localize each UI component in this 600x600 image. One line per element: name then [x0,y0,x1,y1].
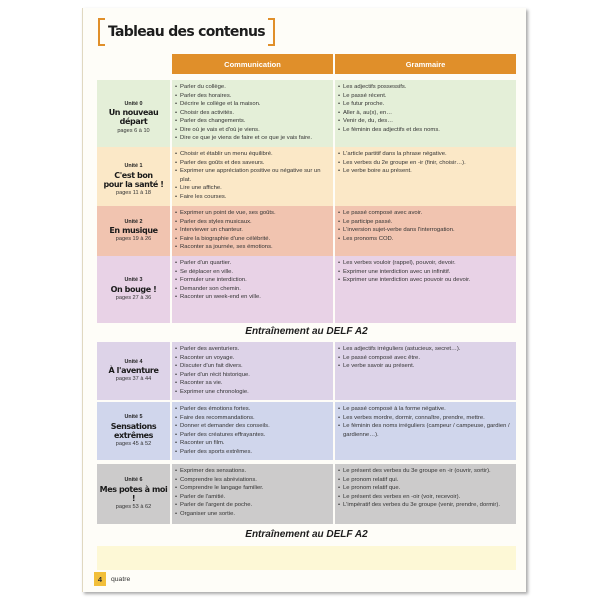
unit-cell [97,402,170,460]
grammaire-cell [335,464,516,524]
unit-pages: pages 6 à 10 [117,127,150,134]
unit-row-1 [97,147,516,213]
grammaire-cell [335,342,516,400]
list-item: • Parler des horaires. [175,92,331,101]
list-item: • Le verbe savoir au présent. [338,362,514,371]
list-item: • Demander son chemin. [175,285,331,294]
list-item: • Se déplacer en ville. [175,268,331,277]
list-item: • Parler d'un récit historique. [175,371,331,380]
list-item: • Lire une affiche. [175,184,331,193]
unit-cell [97,80,170,155]
communication-cell [172,256,333,323]
unit-title: À l'aventure [108,366,159,376]
right-bracket-icon [268,18,275,46]
list-item: • Parler du collège. [175,83,331,92]
list-item: • Le passé composé avec être. [338,354,514,363]
unit-title: En musique [109,226,158,236]
list-item: • Parler de l'argent de poche. [175,501,331,510]
footer-band [97,546,516,570]
list-item: • Parler de l'amitié. [175,493,331,502]
page-number-word: quatre [111,575,131,583]
communication-cell [172,342,333,400]
grammaire-cell [335,147,516,213]
unit-label: Unité 0 [124,100,143,107]
unit-cell [97,206,170,256]
list-item: • Choisir des activités. [175,109,331,118]
list-item: • Parler d'un quartier. [175,259,331,268]
list-item: • Comprendre les abréviations. [175,476,331,485]
unit-label: Unité 2 [124,218,143,225]
communication-cell [172,80,333,155]
page-footer [94,572,130,586]
list-item: • Le verbe boire au présent. [338,167,514,176]
list-item: • Exprimer une interdiction avec pouvoir ou devoir. [338,276,514,285]
header-grammaire: Grammaire [335,54,516,74]
list-item: • Exprimer une appréciation positive ou négative sur un plat. [175,167,331,184]
list-item: • Les verbes du 2e groupe en -ir (finir, choisir…). [338,159,514,168]
list-item: • Raconter un week-end en ville. [175,293,331,302]
list-item: • L'inversion sujet-verbe dans l'interrogation. [338,226,514,235]
header-communication: Communication [172,54,333,74]
unit-row-0 [97,80,516,155]
grammaire-cell [335,80,516,155]
unit-title: Sensations extrêmes [110,421,157,440]
unit-pages: pages 27 à 36 [115,294,152,301]
unit-row-5 [97,402,516,460]
list-item: • Le féminin des noms irréguliers (campeur / campeuse, gardien / gardienne…). [338,422,514,439]
delf-heading: Entraînement au DELF A2 [245,529,368,540]
list-item: • Parler des goûts et des saveurs. [175,159,331,168]
list-item: • Parler des émotions fortes. [175,405,331,414]
unit-cell [97,464,170,524]
list-item: • Exprimer une chronologie. [175,388,331,397]
list-item: • Discuter d'un fait divers. [175,362,331,371]
list-item: • Raconter un film. [175,439,331,448]
list-item: • Parler des sports extrêmes. [175,448,331,457]
list-item: • Organiser une sortie. [175,510,331,519]
unit-title: C'est bon pour la santé ! [103,170,164,189]
list-item: • Choisir et établir un menu équilibré. [175,150,331,159]
unit-label: Unité 6 [124,477,143,484]
grammaire-cell [335,256,516,323]
communication-cell [172,147,333,213]
page-edge [82,8,83,592]
communication-cell [172,464,333,524]
list-item: • Exprimer des sensations. [175,467,331,476]
list-item: • Raconter sa vie. [175,379,331,388]
unit-row-6 [97,464,516,524]
list-item: • Les verbes vouloir (rappel), pouvoir, devoir. [338,259,514,268]
unit-cell [97,342,170,400]
unit-cell [97,147,170,213]
unit-row-2 [97,206,516,256]
list-item: • Venir de, du, des… [338,117,514,126]
list-item: • Donner et demander des conseils. [175,422,331,431]
list-item: • Le futur proche. [338,100,514,109]
list-item: • Le présent des verbes du 3e groupe en -ir (ouvrir, sortir). [338,467,514,476]
list-item: • Le pronom relatif que. [338,484,514,493]
grammaire-cell [335,402,516,460]
unit-pages: pages 19 à 26 [115,236,152,243]
list-item: • Parler des changements. [175,117,331,126]
list-item: • Raconter un voyage. [175,354,331,363]
unit-pages: pages 53 à 62 [115,504,152,511]
list-item: • Formuler une interdiction. [175,276,331,285]
list-item: • L'impératif des verbes du 3e groupe (venir, prendre, dormir). [338,501,514,510]
list-item: • Faire la biographie d'une célébrité. [175,235,331,244]
delf-heading: Entraînement au DELF A2 [245,326,368,337]
unit-title: Un nouveau départ [108,108,159,127]
unit-title: Mes potes à moi ! [99,484,168,503]
list-item: • L'article partitif dans la phrase négative. [338,150,514,159]
list-item: • Interviewer un chanteur. [175,226,331,235]
list-item: • Les verbes mordre, dormir, connaître, prendre, mettre. [338,414,514,423]
communication-cell [172,206,333,256]
unit-label: Unité 3 [124,277,143,284]
grammaire-cell [335,206,516,256]
list-item: • Le passé composé à la forme négative. [338,405,514,414]
communication-cell [172,402,333,460]
book-page [82,8,526,592]
list-item: • Les adjectifs possessifs. [338,83,514,92]
unit-label: Unité 5 [124,414,143,421]
unit-row-3 [97,256,516,323]
list-item: • Parler des aventuriers. [175,345,331,354]
unit-cell [97,256,170,323]
unit-pages: pages 45 à 52 [115,441,152,448]
list-item: • Les adjectifs irréguliers (astucieux, secret…). [338,345,514,354]
list-item: • Le féminin des adjectifs et des noms. [338,126,514,135]
unit-label: Unité 1 [124,163,143,170]
unit-pages: pages 37 à 44 [115,376,152,383]
list-item: • Parler des styles musicaux. [175,218,331,227]
list-item: • Raconter sa journée, ses émotions. [175,243,331,252]
list-item: • Dire où je vais et d'où je viens. [175,126,331,135]
list-item: • Comprendre le langage familier. [175,484,331,493]
page-number: 4 [94,572,106,586]
page-title: Tableau des contenus [108,24,265,40]
list-item: • Exprimer un point de vue, ses goûts. [175,209,331,218]
list-item: • Exprimer une interdiction avec un infinitif. [338,268,514,277]
unit-title: On bouge ! [110,284,157,294]
list-item: • Aller à, au(x), en… [338,109,514,118]
unit-pages: pages 11 à 18 [115,190,152,197]
unit-row-4 [97,342,516,400]
list-item: • Faire les courses. [175,193,331,202]
list-item: • Les pronoms COD. [338,235,514,244]
list-item: • Faire des recommandations. [175,414,331,423]
list-item: • Dire ce que je viens de faire et ce que je vais faire. [175,134,331,143]
list-item: • Le participe passé. [338,218,514,227]
left-bracket-icon [98,18,105,46]
list-item: • Décrire le collège et la maison. [175,100,331,109]
list-item: • Parler des créatures effrayantes. [175,431,331,440]
list-item: • Le passé composé avec avoir. [338,209,514,218]
list-item: • Le présent des verbes en -oir (voir, recevoir). [338,493,514,502]
unit-label: Unité 4 [124,358,143,365]
page-title-block [98,16,275,48]
list-item: • Le passé récent. [338,92,514,101]
list-item: • Le pronom relatif qui. [338,476,514,485]
